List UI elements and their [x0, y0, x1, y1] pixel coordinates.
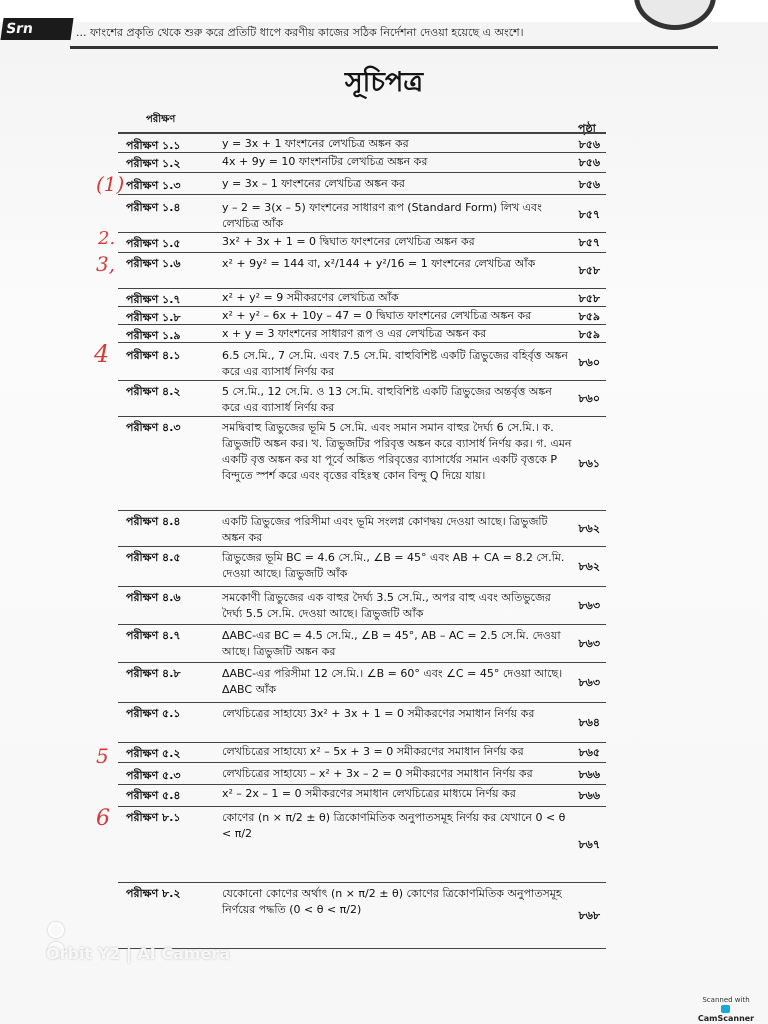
- camscanner-logo-icon: [721, 1005, 730, 1013]
- table-row: [118, 324, 606, 343]
- experiment-description: লেখচিত্রের সাহায্যে 3x² + 3x + 1 = 0 সমীকরণের সমাধান নির্ণয় কর: [222, 707, 535, 720]
- page-number: ৮৫৭: [578, 208, 600, 221]
- page-number: ৮৫৮: [578, 292, 600, 305]
- experiment-number: পরীক্ষণ ১.৯: [126, 329, 181, 342]
- experiment-number: পরীক্ষণ ৪.২: [126, 385, 181, 398]
- scanner-brand: CamScanner: [697, 1014, 755, 1023]
- handwritten-mark-4: 4: [94, 340, 110, 368]
- top-note-text: ... ফাংশের প্রকৃতি থেকে শুরু করে প্রতিটি ধাপে করণীয় কাজের সঠিক নির্দেশনা দেওয়া হয়েছে এ অংশে।: [76, 26, 524, 39]
- experiment-number: পরীক্ষণ ৮.১: [126, 811, 181, 824]
- experiment-description: 3x² + 3x + 1 = 0 দ্বিঘাত ফাংশনের লেখচিত্র অঙ্কন কর: [222, 235, 475, 248]
- handwritten-mark-6: 6: [96, 806, 110, 831]
- experiment-description: কোণের (n × π/2 ± θ) ত্রিকোণমিতিক অনুপাতসমূহ নির্ণয় কর যেখানে 0 < θ < π/2: [222, 811, 566, 840]
- handwritten-mark-3: 3,: [96, 252, 116, 276]
- experiment-number: পরীক্ষণ ৫.৪: [126, 789, 181, 802]
- experiment-number: পরীক্ষণ ১.১: [126, 139, 181, 152]
- table-row: [118, 546, 606, 587]
- scanner-badge: [694, 996, 758, 1023]
- experiment-number: পরীক্ষণ ৪.৭: [126, 629, 181, 642]
- table-row: [118, 882, 606, 949]
- page-number: ৮৫৬: [578, 156, 600, 169]
- experiment-description: 5 সে.মি., 12 সে.মি. ও 13 সে.মি. বাহুবিশিষ্ট একটি ত্রিভুজের অন্তর্বৃত্ত অঙ্কন করে এর ব্যাসার্ধ নির্ণয় কর: [222, 385, 552, 414]
- page-number: ৮৬০: [578, 392, 600, 405]
- experiment-number: পরীক্ষণ ৫.২: [126, 747, 181, 760]
- page-number: ৮৫৬: [578, 178, 600, 191]
- page-number: ৮৬২: [578, 522, 600, 535]
- table-row: [118, 624, 606, 663]
- experiment-description: 4x + 9y = 10 ফাংশনটির লেখচিত্র অঙ্কন কর: [222, 155, 428, 168]
- experiment-description: ΔABC-এর পরিসীমা 12 সে.মি.। ∠B = 60° এবং ∠C = 45° দেওয়া আছে। ΔABC আঁক: [222, 667, 563, 696]
- experiment-number: পরীক্ষণ ১.২: [126, 157, 181, 170]
- top-divider: [70, 46, 718, 49]
- page-number: ৮৬৩: [578, 676, 600, 689]
- experiment-number: পরীক্ষণ ১.৫: [126, 237, 181, 250]
- experiment-description: লেখচিত্রের সাহায্যে x² – 5x + 3 = 0 সমীকরণের সমাধান নির্ণয় কর: [222, 745, 524, 758]
- column-header-experiment: পরীক্ষণ: [146, 114, 176, 125]
- section-tab-logo: Srn: [0, 18, 73, 40]
- table-row: [118, 132, 606, 153]
- table-row: [118, 806, 606, 883]
- experiment-number: পরীক্ষণ ৫.৩: [126, 769, 181, 782]
- table-row: [118, 252, 606, 289]
- experiment-description: x² + y² – 6x + 10y – 47 = 0 দ্বিঘাত ফাংশনের লেখচিত্র অঙ্কন কর: [222, 309, 532, 322]
- table-row: [118, 380, 606, 417]
- experiment-description: x² – 2x – 1 = 0 সমীকরণের সমাধান লেখচিত্রের মাধ্যমে নির্ণয় কর: [222, 787, 516, 800]
- table-row: [118, 344, 606, 381]
- experiment-description: যেকোনো কোণের অর্থাৎ (n × π/2 ± θ) কোণের ত্রিকোণমিতিক অনুপাতসমূহ নির্ণয়ের পদ্ধতি (0 < θ < π/2): [222, 887, 562, 916]
- experiment-description: একটি ত্রিভুজের পরিসীমা এবং ভূমি সংলগ্ন কোণদ্বয় দেওয়া আছে। ত্রিভুজটি অঙ্কন কর: [222, 515, 548, 544]
- experiment-description: সমকোণী ত্রিভুজের এক বাহুর দৈর্ঘ্য 3.5 সে.মি., অপর বাহু এবং অতিভুজের দৈর্ঘ্য 5.5 সে.মি. দেওয়া আছে। ত্রিভুজটি আঁক: [222, 591, 551, 620]
- page-number: ৮৬৮: [578, 909, 600, 922]
- page-number: ৮৬৩: [578, 637, 600, 650]
- scanner-caption: Scanned with: [702, 996, 750, 1004]
- table-row: [118, 288, 606, 307]
- experiment-number: পরীক্ষণ ৪.৮: [126, 667, 181, 680]
- experiment-description: ত্রিভুজের ভূমি BC = 4.6 সে.মি., ∠B = 45° এবং AB + CA = 8.2 সে.মি. দেওয়া আছে। ত্রিভুজটি আঁক: [222, 551, 565, 580]
- handwritten-mark-1: (1): [96, 172, 125, 196]
- page-number: ৮৬৪: [578, 716, 600, 729]
- experiment-number: পরীক্ষণ ১.৮: [126, 311, 181, 324]
- experiment-number: পরীক্ষণ ৫.১: [126, 707, 181, 720]
- table-row: [118, 306, 606, 325]
- page-number: ৮৫৭: [578, 236, 600, 249]
- experiment-description: y = 3x – 1 ফাংশনের লেখচিত্র অঙ্কন কর: [222, 177, 405, 190]
- experiment-number: পরীক্ষণ ৪.৬: [126, 591, 181, 604]
- experiment-description: লেখচিত্রের সাহায্যে – x² + 3x – 2 = 0 সমীকরণের সমাধান নির্ণয় কর: [222, 767, 533, 780]
- experiment-number: পরীক্ষণ ৪.৩: [126, 421, 181, 434]
- experiment-number: পরীক্ষণ ১.৬: [126, 257, 181, 270]
- page-number: ৮৬২: [578, 560, 600, 573]
- page-number: ৮৬৬: [578, 789, 600, 802]
- corner-logo-ring: [634, 0, 716, 30]
- table-row: [118, 784, 606, 807]
- experiment-description: y = 3x + 1 ফাংশনের লেখচিত্র অঙ্কন কর: [222, 137, 409, 150]
- experiment-description: x² + 9y² = 144 বা, x²/144 + y²/16 = 1 ফাংশনের লেখচিত্র আঁক: [222, 257, 536, 270]
- table-row: [118, 662, 606, 703]
- experiment-number: পরীক্ষণ ১.৭: [126, 293, 181, 306]
- table-row: [118, 152, 606, 173]
- experiment-description: x + y = 3 ফাংশনের সাধারণ রূপ ও এর লেখচিত্র অঙ্কন কর: [222, 327, 487, 340]
- page-number: ৮৫৬: [578, 138, 600, 151]
- page-number: ৮৬৫: [578, 746, 600, 759]
- table-row: [118, 586, 606, 625]
- page-number: ৮৬৩: [578, 599, 600, 612]
- experiment-description: y – 2 = 3(x – 5) ফাংশনের সাধারণ রূপ (Standard Form) লিখ এবং লেখচিত্র আঁক: [222, 201, 542, 230]
- experiment-number: পরীক্ষণ ৪.১: [126, 349, 181, 362]
- experiment-description: x² + y² = 9 সমীকরণের লেখচিত্র আঁক: [222, 291, 399, 304]
- table-row: [118, 196, 606, 233]
- page-number: ৮৬৬: [578, 768, 600, 781]
- table-row: [118, 416, 606, 511]
- page-number: ৮৫৯: [578, 328, 600, 341]
- page-number: ৮৬০: [578, 356, 600, 369]
- camera-watermark-icon: [48, 922, 82, 936]
- page-number: ৮৬৭: [578, 838, 600, 851]
- table-row: [118, 232, 606, 253]
- page-number: ৮৫৮: [578, 264, 600, 277]
- table-row: [118, 764, 606, 785]
- table-row: [118, 742, 606, 763]
- page-number: ৮৫৯: [578, 310, 600, 323]
- experiment-number: পরীক্ষণ ৪.৪: [126, 515, 181, 528]
- experiment-description: 6.5 সে.মি., 7 সে.মি. এবং 7.5 সে.মি. বাহুবিশিষ্ট একটি ত্রিভুজের বহির্বৃত্ত অঙ্কন করে এর ব্যাসার্ধ নির্ণয় কর: [222, 349, 568, 378]
- table-row: [118, 174, 606, 195]
- table-row: [118, 510, 606, 547]
- table-row: [118, 702, 606, 743]
- handwritten-mark-5: 5: [96, 744, 109, 768]
- handwritten-mark-2: 2.: [98, 228, 116, 249]
- camera-watermark: Orbit Y2 | AI Camera: [46, 944, 231, 963]
- experiment-number: পরীক্ষণ ১.৩: [126, 179, 181, 192]
- experiment-number: পরীক্ষণ ১.৪: [126, 201, 181, 214]
- experiment-description: ΔABC-এর BC = 4.5 সে.মি., ∠B = 45°, AB – AC = 2.5 সে.মি. দেওয়া আছে। ত্রিভুজটি অঙ্কন কর: [222, 629, 561, 658]
- column-header-page: পৃষ্ঠা: [578, 122, 596, 135]
- page-title: সূচিপত্র: [344, 67, 424, 98]
- experiment-number: পরীক্ষণ ৮.২: [126, 887, 181, 900]
- experiment-description: সমদ্বিবাহু ত্রিভুজের ভূমি 5 সে.মি. এবং সমান সমান বাহুর দৈর্ঘ্য 6 সে.মি.। ক. ত্রিভুজটি অঙ্কন কর। খ. ত্রিভুজটির পরিবৃত্ত অঙ্কন করে ব্যাসার্ধ নির্ণয় কর। গ. এমন একটি বৃত্ত অঙ্কন কর যা পূর্বে অঙ্কিত পরিবৃত্তের ব্যাসার্ধের সমান একটি বৃত্তকে P বিন্দুতে স্পর্শ করে এবং বৃত্তের বহিঃস্থ কোন বিন্দু Q দিয়ে যায়।: [222, 421, 572, 482]
- experiment-number: পরীক্ষণ ৪.৫: [126, 551, 181, 564]
- page-number: ৮৬১: [578, 457, 600, 470]
